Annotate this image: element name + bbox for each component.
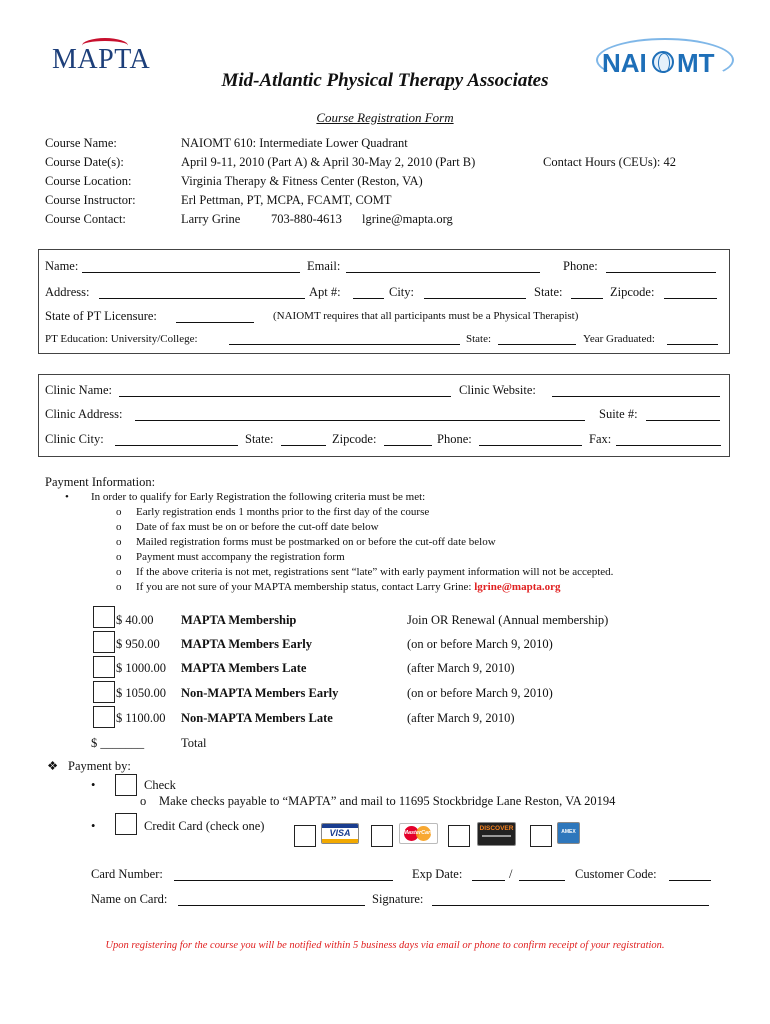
fee-note: (after March 9, 2010) [407,711,515,725]
list-item-text: If you are not sure of your MAPTA membership status, contact Larry Grine: [136,581,475,593]
course-location-value: Virginia Therapy & Fitness Center (Reston, VA) [181,174,423,188]
list-bullet-icon: o [116,506,122,518]
education-state-field[interactable] [498,344,576,345]
list-bullet-icon: o [140,794,147,808]
fee-amount: $ 40.00 [116,613,154,627]
fee-name: MAPTA Membership [181,613,297,627]
visa-text: VISA [329,828,351,838]
contact-hours: Contact Hours (CEUs): 42 [543,155,676,169]
mastercard-icon [399,823,438,844]
course-contact-label: Course Contact: [45,212,126,226]
naiomt-logo-text-right: MT [677,48,715,78]
state-field[interactable] [571,298,603,299]
total-amount-field[interactable]: $ _______ [91,736,145,750]
fee-name: MAPTA Members Late [181,661,307,675]
licensure-note: (NAIOMT requires that all participants must be a Physical Therapist) [273,310,579,322]
zipcode-label: Zipcode: [610,285,655,299]
list-item: If the above criteria is not met, registrations sent “late” with early payment information will not be accepted. [136,566,614,578]
fee-amount: $ 1100.00 [116,711,166,725]
list-item: Early registration ends 1 months prior to the first day of the course [136,506,430,518]
visa-icon [321,823,359,844]
year-graduated-label: Year Graduated: [583,333,655,345]
name-on-card-field[interactable] [178,905,365,906]
course-contact-name: Larry Grine [181,212,241,226]
course-instructor-label: Course Instructor: [45,193,136,207]
licensure-label: State of PT Licensure: [45,309,157,323]
clinic-fax-field[interactable] [616,445,721,446]
payment-by-title: Payment by: [68,759,131,773]
name-label: Name: [45,259,79,273]
clinic-phone-label: Phone: [437,432,472,446]
phone-field[interactable] [606,272,716,273]
clinic-zipcode-field[interactable] [384,445,432,446]
signature-field[interactable] [432,905,709,906]
education-field[interactable] [229,344,460,345]
city-field[interactable] [424,298,526,299]
suite-label: Suite #: [599,407,638,421]
fee-name: MAPTA Members Early [181,637,312,651]
clinic-city-field[interactable] [115,445,238,446]
fee-checkbox[interactable] [93,706,115,728]
exp-year-field[interactable] [519,880,565,881]
mastercard-text: MasterCard [403,830,434,836]
exp-month-field[interactable] [472,880,505,881]
clinic-state-field[interactable] [281,445,326,446]
clinic-zipcode-label: Zipcode: [332,432,377,446]
address-label: Address: [45,285,90,299]
check-checkbox[interactable] [115,774,137,796]
course-name-value: NAIOMT 610: Intermediate Lower Quadrant [181,136,408,150]
credit-card-checkbox[interactable] [115,813,137,835]
fee-note: (on or before March 9, 2010) [407,686,553,700]
clinic-phone-field[interactable] [479,445,582,446]
diamond-bullet-icon: ❖ [47,759,59,773]
mapta-logo-text: MAPTA [52,44,151,75]
list-bullet-icon: o [116,521,122,533]
naiomt-logo-text-left: NAI [602,48,647,78]
course-dates-value: April 9-11, 2010 (Part A) & April 30-May 2, 2010 (Part B) [181,155,476,169]
page-title: Mid-Atlantic Physical Therapy Associates [221,70,549,91]
contact-email-link[interactable]: lgrine@mapta.org [474,581,561,593]
clinic-fax-label: Fax: [589,432,612,446]
clinic-address-label: Clinic Address: [45,407,123,421]
clinic-website-field[interactable] [552,396,720,397]
amex-checkbox[interactable] [530,825,552,847]
exp-date-separator: / [509,867,513,881]
payment-info-title: Payment Information: [45,475,156,489]
card-number-label: Card Number: [91,867,163,881]
list-item: Mailed registration forms must be postmarked on or before the cut-off date below [136,536,496,548]
fee-amount: $ 1000.00 [116,661,166,675]
zipcode-field[interactable] [664,298,717,299]
bullet-icon: • [65,491,69,503]
amex-text: AMEX [561,829,576,835]
list-bullet-icon: o [116,581,122,593]
name-on-card-label: Name on Card: [91,892,168,906]
fee-note: (after March 9, 2010) [407,661,515,675]
customer-code-field[interactable] [669,880,711,881]
amex-icon [557,822,580,844]
signature-label: Signature: [372,892,424,906]
course-name-label: Course Name: [45,136,117,150]
clinic-city-label: Clinic City: [45,432,104,446]
education-label: PT Education: University/College: [45,333,198,345]
list-bullet-icon: o [116,551,122,563]
fee-name: Non-MAPTA Members Early [181,686,339,700]
discover-text: DISCOVER [479,825,514,832]
list-bullet-icon: o [116,566,122,578]
email-label: Email: [307,259,341,273]
registration-notice: Upon registering for the course you will be notified within 5 business days via email or phone to confirm receipt of your registration. [105,940,665,951]
phone-label: Phone: [563,259,598,273]
fee-checkbox[interactable] [93,631,115,653]
mastercard-checkbox[interactable] [371,825,393,847]
apt-field[interactable] [353,298,384,299]
payment-info-intro: In order to qualify for Early Registration the following criteria must be met: [91,491,426,503]
email-field[interactable] [346,272,540,273]
clinic-name-field[interactable] [119,396,451,397]
clinic-state-label: State: [245,432,274,446]
form-subtitle: Course Registration Form [316,110,454,125]
address-field[interactable] [99,298,305,299]
check-label: Check [144,778,176,792]
check-note: Make checks payable to “MAPTA” and mail to 11695 Stockbridge Lane Reston, VA 20194 [159,794,616,808]
fee-checkbox[interactable] [93,606,115,628]
fee-name: Non-MAPTA Members Late [181,711,333,725]
card-number-field[interactable] [174,880,393,881]
clinic-address-field[interactable] [135,420,585,421]
course-contact-email: lgrine@mapta.org [362,212,453,226]
course-contact-phone: 703-880-4613 [271,212,342,226]
fee-note: Join OR Renewal (Annual membership) [407,613,609,627]
clinic-name-label: Clinic Name: [45,383,112,397]
discover-checkbox[interactable] [448,825,470,847]
exp-date-label: Exp Date: [412,867,463,881]
course-location-label: Course Location: [45,174,132,188]
licensure-field[interactable] [176,322,254,323]
visa-checkbox[interactable] [294,825,316,847]
customer-code-label: Customer Code: [575,867,657,881]
list-bullet-icon: o [116,536,122,548]
fee-note: (on or before March 9, 2010) [407,637,553,651]
apt-label: Apt #: [309,285,341,299]
fee-amount: $ 1050.00 [116,686,166,700]
bullet-icon: • [91,778,96,792]
discover-icon [477,822,516,846]
course-instructor-value: Erl Pettman, PT, MCPA, FCAMT, COMT [181,193,392,207]
bullet-icon: • [91,819,96,833]
fee-checkbox[interactable] [93,681,115,703]
list-item: Date of fax must be on or before the cut-off date below [136,521,379,533]
credit-card-label: Credit Card (check one) [144,819,265,833]
course-dates-label: Course Date(s): [45,155,124,169]
suite-field[interactable] [646,420,720,421]
clinic-website-label: Clinic Website: [459,383,536,397]
state-label: State: [534,285,563,299]
year-graduated-field[interactable] [667,344,718,345]
list-item [136,582,561,593]
city-label: City: [389,285,415,299]
education-state-label: State: [466,333,492,345]
fee-checkbox[interactable] [93,656,115,678]
fee-amount: $ 950.00 [116,637,160,651]
list-item: Payment must accompany the registration form [136,551,345,563]
name-field[interactable] [82,272,300,273]
total-label: Total [181,736,207,750]
